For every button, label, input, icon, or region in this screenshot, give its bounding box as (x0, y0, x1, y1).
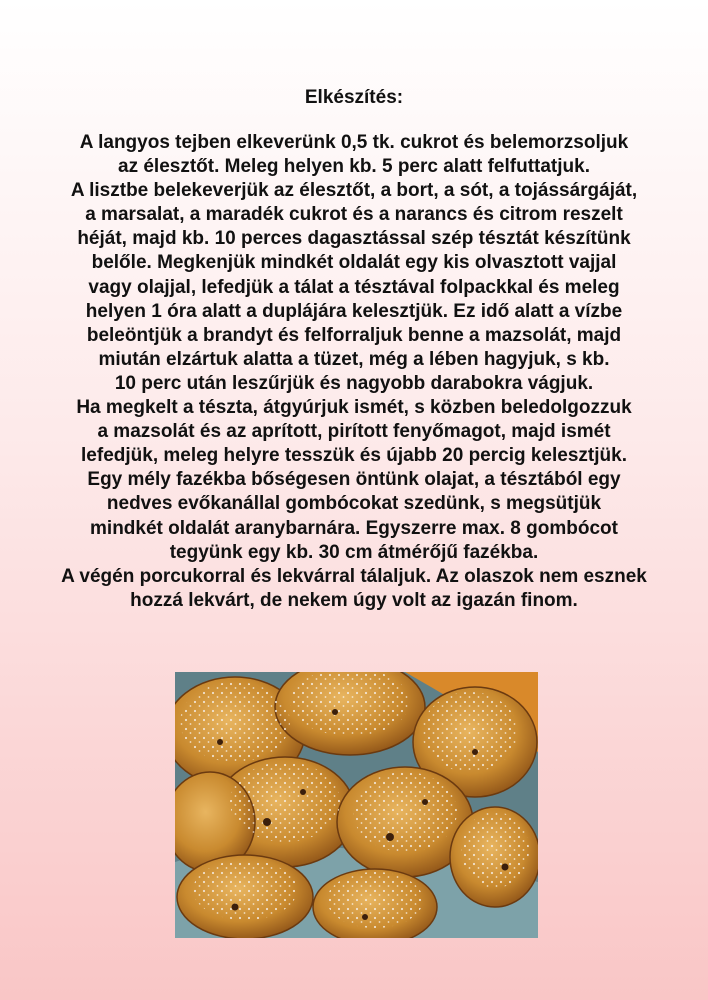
instruction-line: a mazsolát és az aprított, pirított fenyőmagot, majd ismét (97, 421, 611, 443)
instruction-line: vagy olajjal, lefedjük a tálat a tésztával folpackkal és meleg (88, 276, 620, 298)
fritters-photo (175, 672, 538, 938)
instruction-line: az élesztőt. Meleg helyen kb. 5 perc alatt felfuttatjuk. (118, 156, 590, 178)
recipe-instructions (0, 131, 708, 613)
instruction-line: tegyünk egy kb. 30 cm átmérőjű fazékba. (169, 541, 539, 563)
instruction-line: nedves evőkanállal gombócokat szedünk, s megsütjük (106, 493, 602, 515)
instruction-line: A langyos tejben elkeverünk 0,5 tk. cukrot és belemorzsoljuk (79, 132, 629, 153)
instruction-line: Ha megkelt a tészta, átgyúrjuk ismét, s közben beledolgozzuk (76, 397, 632, 419)
instruction-line: A végén porcukorral és lekvárral tálaljuk. Az olaszok nem esznek (61, 565, 647, 587)
instruction-line: hozzá lekvárt, de nekem úgy volt az igazán finom. (130, 589, 578, 611)
instruction-line: helyen 1 óra alatt a duplájára kelesztjük. Ez idő alatt a vízbe (85, 300, 623, 322)
instruction-line: A lisztbe belekeverjük az élesztőt, a bort, a sót, a tojássárgáját, (70, 180, 638, 202)
instruction-line: héját, majd kb. 10 perces dagasztással szép tésztát készítünk (77, 228, 631, 250)
instruction-line: Egy mély fazékba bőségesen öntünk olajat, a tésztából egy (87, 469, 621, 491)
instruction-line: mindkét oldalát aranybarnára. Egyszerre max. 8 gombócot (90, 517, 618, 539)
instruction-line: belőle. Megkenjük mindkét oldalát egy kis olvasztott vajjal (91, 252, 617, 274)
fried-dough-balls-icon (175, 672, 538, 938)
instruction-line: 10 perc után leszűrjük és nagyobb darabokra vágjuk. (114, 372, 594, 394)
instruction-line: beleöntjük a brandyt és felforraljuk benne a mazsolát, majd (86, 324, 622, 346)
instruction-line: miután elzártuk alatta a tüzet, még a lében hagyjuk, s kb. (98, 348, 610, 370)
instruction-line: a marsalat, a maradék cukrot és a narancs és citrom reszelt (85, 204, 623, 226)
page-title: Elkészítés: (304, 87, 404, 108)
instruction-line: lefedjük, meleg helyre tesszük és újabb 20 percig kelesztjük. (81, 445, 627, 467)
